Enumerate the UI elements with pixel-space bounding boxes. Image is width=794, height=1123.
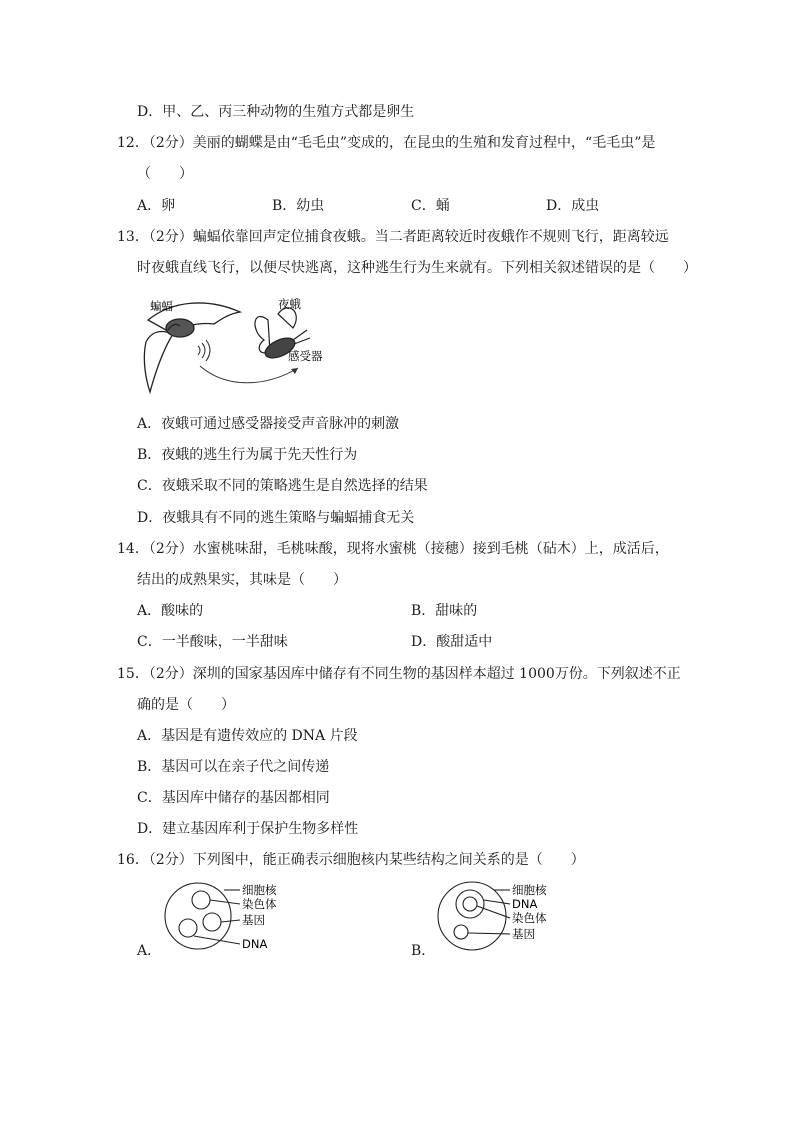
q12-option-c: C．蛹 xyxy=(411,198,450,214)
q14-option-d: D．酸甜适中 xyxy=(411,634,493,650)
gene-circle xyxy=(454,925,468,939)
dna-circle xyxy=(456,890,484,918)
receptor-label: 感受器 xyxy=(288,349,323,363)
q13-option-d: D．夜蛾具有不同的逃生策略与蝙蝠捕食无关 xyxy=(137,510,415,526)
dna-circle xyxy=(179,919,197,937)
q16-option-b-letter: B． xyxy=(411,943,436,959)
nucleus-circle xyxy=(165,883,231,949)
flight-path-arrow xyxy=(200,366,298,383)
q14-stem-line2: 结出的成熟果实，其味是（ ） xyxy=(137,572,347,588)
q11-option-d: D．甲、乙、丙三种动物的生殖方式都是卵生 xyxy=(137,104,415,120)
q14-stem-line1: 14．（2分）水蜜桃味甜，毛桃味酸，现将水蜜桃（接穗）接到毛桃（砧木）上，成活后， xyxy=(117,541,669,557)
q13-option-c: C．夜蛾采取不同的策略逃生是自然选择的结果 xyxy=(137,478,428,494)
q16-figure-b xyxy=(432,876,562,958)
fig-b-label-nucleus: 细胞核 xyxy=(512,883,547,897)
fig-b-label-gene: 基因 xyxy=(512,927,535,941)
q12-stem-line2: （ ） xyxy=(137,166,193,182)
nucleus-circle xyxy=(438,882,506,950)
q15-option-d: D．建立基因库利于保护生物多样性 xyxy=(137,821,359,837)
q15-option-b: B．基因可以在亲子代之间传递 xyxy=(137,759,330,775)
chromosome-circle xyxy=(192,891,210,909)
q16-option-a-letter: A． xyxy=(137,943,162,959)
q15-option-c: C．基因库中储存的基因都相同 xyxy=(137,790,330,806)
q15-stem-line1: 15．（2分）深圳的国家基因库中储存有不同生物的基因样本超过 1000万份。下列叙述不正 xyxy=(117,666,681,682)
sound-wave-icon xyxy=(198,340,210,361)
q15-option-a: A．基因是有遗传效应的 DNA 片段 xyxy=(137,728,358,744)
gene-circle xyxy=(203,913,221,931)
bat-moth-figure xyxy=(128,290,338,400)
fig-b-label-chromosome: 染色体 xyxy=(512,911,547,925)
q14-option-a: A．酸味的 xyxy=(137,603,204,619)
fig-b-label-dna: DNA xyxy=(512,897,538,911)
q14-option-c: C．一半酸味，一半甜味 xyxy=(137,634,288,650)
q12-stem-line1: 12．（2分）美丽的蝴蝶是由“毛毛虫”变成的，在昆虫的生殖和发育过程中，“毛毛虫”是 xyxy=(117,135,656,151)
fig-a-label-chromosome: 染色体 xyxy=(242,897,277,911)
chromosome-circle xyxy=(463,897,477,911)
q12-option-d: D．成虫 xyxy=(546,198,600,214)
q16-stem-line1: 16．（2分）下列图中，能正确表示细胞核内某些结构之间关系的是（ ） xyxy=(117,852,585,868)
bat-illustration xyxy=(144,303,240,392)
fig-a-label-gene: 基因 xyxy=(242,913,265,927)
q13-stem-line2: 时夜蛾直线飞行，以便尽快逃离，这种逃生行为生来就有。下列相关叙述错误的是（ ） xyxy=(137,260,697,276)
moth-label: 夜蛾 xyxy=(278,297,301,311)
q12-option-a: A．卵 xyxy=(137,198,176,214)
q12-option-b: B．幼虫 xyxy=(272,198,325,214)
q16-figure-a xyxy=(158,878,288,960)
q13-option-b: B．夜蛾的逃生行为属于先天性行为 xyxy=(137,447,358,463)
q14-option-b: B．甜味的 xyxy=(411,603,478,619)
q13-option-a: A．夜蛾可通过感受器接受声音脉冲的刺激 xyxy=(137,416,400,432)
bat-label: 蝙蝠 xyxy=(150,299,173,313)
fig-a-label-nucleus: 细胞核 xyxy=(242,883,277,897)
fig-a-label-dna: DNA xyxy=(242,937,268,951)
q13-stem-line1: 13．（2分）蝙蝠依靠回声定位捕食夜蛾。当二者距离较近时夜蛾作不规则飞行，距离较远 xyxy=(117,229,669,245)
q15-stem-line2: 确的是（ ） xyxy=(137,697,235,713)
